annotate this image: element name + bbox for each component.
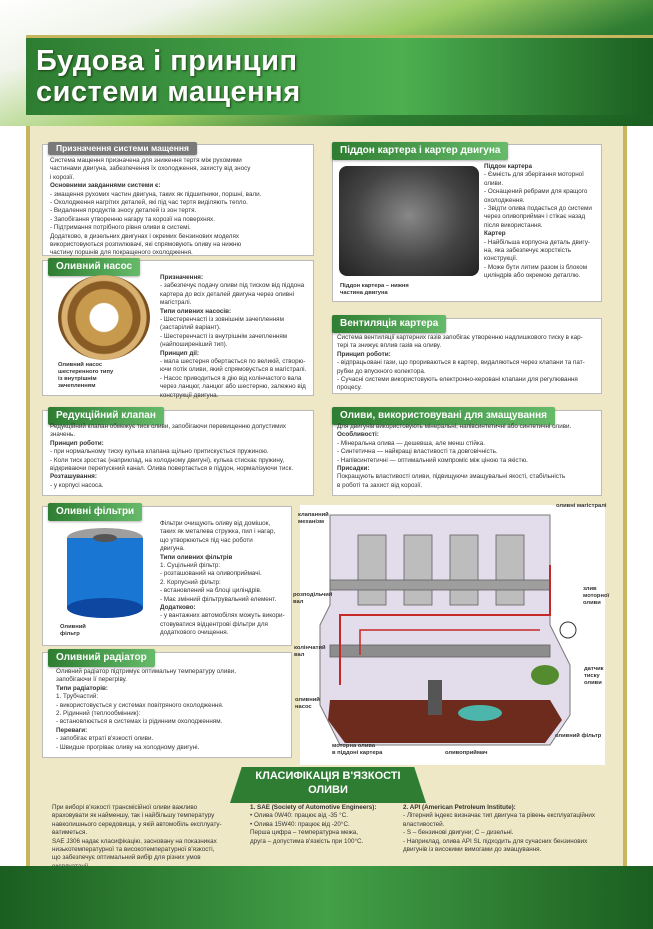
classification-heading: КЛАСИФІКАЦІЯ В'ЯЗКОСТІ ОЛИВИ	[255, 770, 401, 796]
label-filter: оливний фільтр	[555, 733, 602, 739]
classification-col1: При виборі в'язкості трансмісійної оливи важливо враховувати як найменшу, так і найбільшу температуру навколишнього середовища, у якій автомобіль експлуату- ватиметься. SAE J306 надає класифікацію, засновану на показниках низькотемпературної та високотемпературної в'язкості, що забезпечує оптимальний вибір для різних умов	[52, 804, 222, 862]
pump-caption: Оливний насос шестеренного типу із внутрішнім зачепленням	[58, 362, 114, 389]
classification-col2: 1. SAE (Society of Automotive Engineers): • Олива 0W40: працює від -35 °C. • Олива 15W40: працює від -20°C. Перша цифра – температурна межа, друга – допустима в'язкість при 100°C.	[250, 804, 377, 845]
pump-heading: Оливний насос	[48, 258, 140, 276]
label-crank: колінчатий вал	[294, 645, 326, 658]
filter-heading: Оливні фільтри	[48, 503, 142, 521]
valve-text: Редукційний клапан обмежує тиск оливи, запобігаючи перевищенню допустимих значень. Принцип роботи: - при нормальному тиску кулька клапана щільно притискується пружиною. - Коли тиск зростає (наприклад, на холодному двигуні), кулька стискає пружину, відкриваючи перепускний канал. Олива повертається в піддон, нормалізуючи тиск. Розташування: - у корпусі насоса.	[50, 423, 294, 489]
oils-heading: Оливи, використовувані для змащування	[332, 407, 555, 425]
pump-text: Призначення: - забезпечує подачу оливи під тиском від піддона картера до всіх деталей двигуна через оливні магістралі. Типи оливних насосів: - Шестеренчасті із зовнішнім зачепленням (застарілий варіант). - Шестеренчасті із внутрішнім зачепленням (найпоширеніший тип). Принцип дії: - мала шестерня обертається по великій, створю- ючи потік оливи, який спрямовується в магістралі. - Насос приводиться в дію від колінчастого вала через ланцюг, ланцюг або шестерню, залежно від конструкції двигуна.	[160, 274, 307, 399]
valve-heading: Редукційний клапан	[48, 407, 164, 425]
lubrication-diagram	[300, 505, 605, 765]
filter-caption: Оливний фільтр	[60, 624, 86, 637]
filter-text: Фільтри очищують оливу від домішок, таких як металева стружка, пил і нагар, що утворюються під час роботи двигуна. Типи оливних фільтрів 1. Суцільний фільтр: - розташований на оливоприймачі. 2. Корпусний фільтр: - встановлений на блоці циліндрів. - Має змінний фільтрувальний елемент. Додатково: - у вантажних автомобілях можуть викори- стовуватися відцентрові фільтри для додаткового очищення.	[160, 520, 285, 637]
oil-filter-illustration	[62, 522, 148, 622]
classification-col3: 2. API (American Petroleum Institute): - Літерний індекс визначає тип двигуна та рівень експлуатаційних властивостей. - S – бензинові двигуни; C – дизельні. - Наприклад, олива API SL підходить для сучасних бензинових двигунів із високими вимогами до змащування.	[403, 804, 596, 854]
vent-heading: Вентиляція картера	[332, 315, 446, 333]
label-pump: оливний насос	[295, 697, 320, 710]
label-valves: клапанний механізм	[298, 512, 329, 525]
vent-text: Система вентиляції картерних газів запобігає утворенню надлишкового тиску в кар- тері та знижує вплив газів на оливу. Принцип роботи: - відпрацьовані гази, що прориваються в картер, видаляються через клапани та пат- рубки до впускного колектора. - Сучасні системи використовують електронно-керовані клапани для регулювання процесу.	[337, 334, 585, 392]
pan-text: Піддон картера - Ємність для зберігання моторної оливи. - Оснащений ребрами для кращого охолодження. - Звідти олива подається до системи через оливоприймач і стікає назад після використання. Картер - Найбільша корпусна деталь двигу- на, яка забезпечує жорсткість конструкції. - Може бути литим разом із блоком циліндрів або окремою деталлю.	[484, 163, 592, 280]
label-lines: оливні магістралі	[556, 503, 607, 509]
label-cam: розподільчий вал	[293, 592, 333, 605]
radiator-text: Оливний радіатор підтримує оптимальну температуру оливи, запобігаючи її перегріву. Типи радіаторів: 1. Трубчастий: - використовується у системах повітряного охолодження. 2. Рідинний (теплообмінник): - встановлюється в системах із рідинним охолодженням. Переваги: - запобігає втраті в'язкості оливи. - Швидше прогріває оливу на холодному двигуні.	[56, 668, 236, 751]
oils-text: Для двигунів використовують мінеральні, напівсинтетичні або синтетичні оливи. Особливості: - Мінеральна олива — дешевша, але менш стійка. - Синтетична — найкращі властивості та довговічність. - Напівсинтетичні — оптимальний компроміс між ціною та якістю. Присадки: Покращують властивості оливи, підвищуючи змащувальні якості, стабільність в роботі та захист від корозії.	[337, 423, 572, 489]
intro-tag: Призначення системи мащення	[48, 142, 197, 155]
label-sump: моторна олива в піддоні картера	[332, 743, 383, 756]
label-intake: оливоприймач	[445, 750, 488, 756]
intro-text: Система мащення призначена для зниження тертя між рухомими частинами двигуна, забезпечення їх охолодження, захисту від зносу і корозії. Основними завданнями системи є: - змащення рухомих частин двигуна, таких як підшипники, поршні, вали. - Охолодження нагрітих деталей, які під час тертя виділяють тепло. - Видалення продуктів зносу деталей із зон тертя. - Запобігання утворенню нагару та корозії на поверхнях. - Підтримання потрібного рівня оливи в системі. Додатково, в дизельних двигунах і окремих бензинових моделях використовуються розпилювачі, які спрямовують оливу на нижню частину поршнів для покращеного охолодження.	[50, 157, 262, 257]
footer-band	[0, 866, 653, 929]
oil-pump-illustration	[58, 275, 150, 360]
label-drain: злив моторної оливи	[583, 586, 610, 606]
engine-illustration	[339, 166, 479, 276]
pan-heading: Піддон картера і картер двигуна	[332, 142, 508, 160]
label-sensor: датчик тиску оливи	[584, 666, 604, 686]
pan-caption: Піддон картера – нижня частина двигуна	[340, 283, 409, 296]
radiator-heading: Оливний радіатор	[48, 649, 155, 667]
page-title: Будова і принцип системи мащення	[36, 45, 301, 108]
